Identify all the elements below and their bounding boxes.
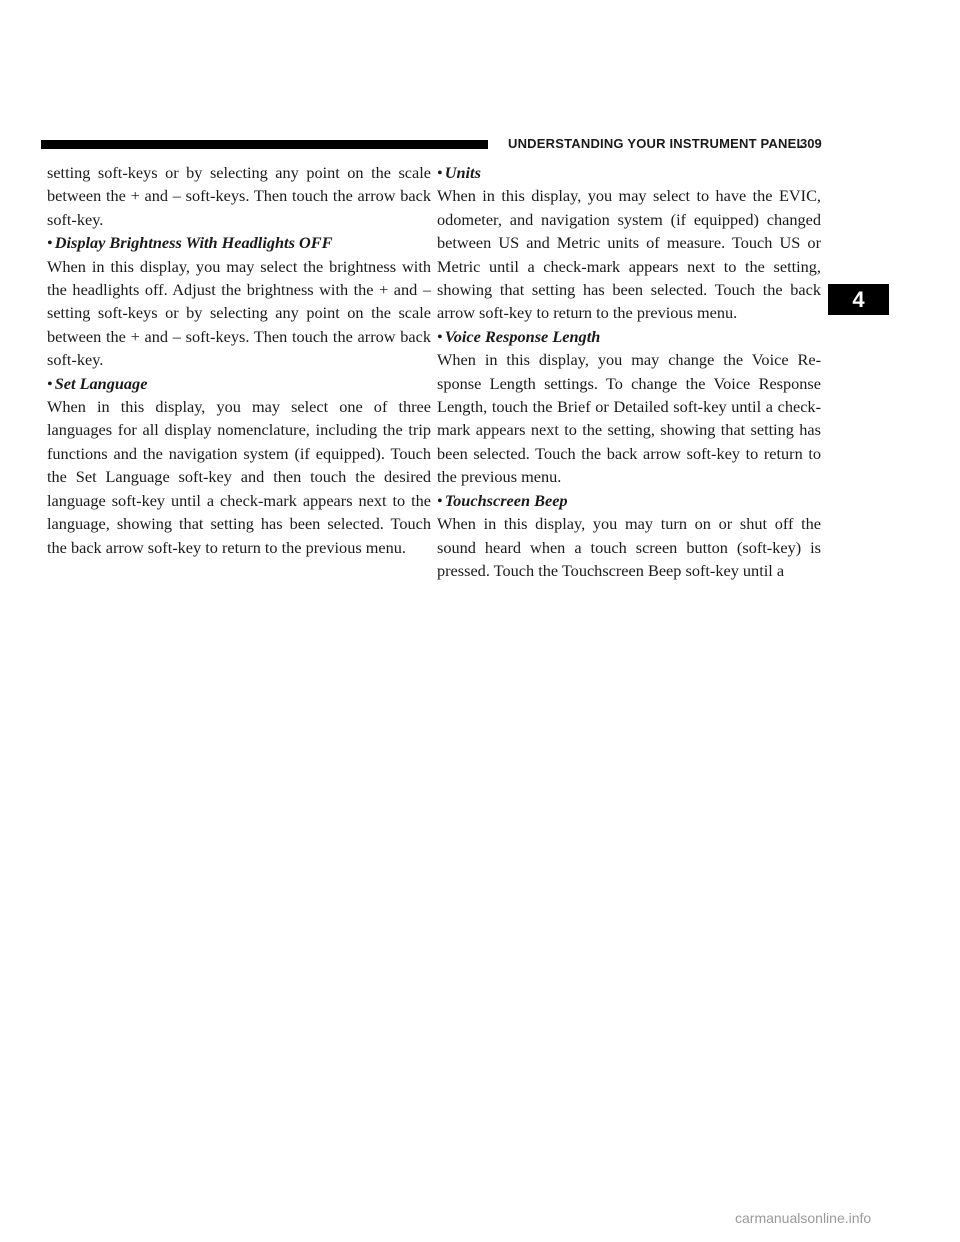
section-heading-text: Display Brightness With Headlights OFF [54, 233, 333, 253]
section-heading-text: Touchscreen Beep [444, 490, 568, 510]
section-heading [47, 372, 431, 395]
section-heading [437, 325, 821, 348]
header-rule [41, 140, 488, 149]
section-heading-text: Set Language [54, 373, 148, 393]
bullet-icon: • [47, 233, 53, 253]
bullet-icon: • [437, 326, 443, 346]
section-body: When in this display, you may turn on or shut off the sound heard when a touch screen button (soft-key) is pressed. Touch the Touchscreen Beep soft-key until a [437, 514, 821, 580]
watermark: carmanualsonline.info [735, 1210, 872, 1226]
section-body: When in this display, you may select to have the EVIC, odometer, and navigation system (if equipped) changed between US and Metric units of measure. Touch US or Metric until a check-mark appears next to the setting, showing that setting has been selected. Touch the back arrow soft-key to return to the previous menu. [437, 186, 821, 323]
bullet-icon: • [47, 373, 53, 393]
chapter-tab: 4 [828, 284, 889, 315]
section-heading [47, 231, 431, 254]
running-header-title: UNDERSTANDING YOUR INSTRUMENT PANEL [508, 136, 805, 151]
bullet-icon: • [437, 163, 443, 182]
page-number: 309 [800, 136, 822, 151]
left-column [47, 161, 431, 559]
right-column [437, 161, 821, 582]
section-body: When in this display, you may change the Voice Re-sponse Length settings. To change the Voice Response Length, touch the Brief or Detailed soft-key until a check-mark appears next to the setting, showing that setting has been selected. Touch the back arrow soft-key to return to the previous menu. [437, 350, 821, 487]
intro-paragraph: setting soft-keys or by selecting any point on the scale between the + and – soft-keys. Then touch the arrow back soft-key. [47, 163, 431, 229]
section-heading-text: Units [444, 163, 481, 182]
section-body: When in this display, you may select the brightness with the headlights off. Adjust the brightness with the + and – setting soft-keys or by selecting any point on the scale between the + and – soft-keys. Then touch the arrow back soft-key. [47, 256, 431, 370]
bullet-icon: • [437, 490, 443, 510]
section-body: When in this display, you may select one of three languages for all display nomenclature, including the trip functions and the navigation system (if equipped). Touch the Set Language soft-key and then touch the desired language soft-key until a check-mark appears next to the language, showing that setting has been selected. Touch the back arrow soft-key to return to the previous menu. [47, 397, 431, 557]
section-heading [437, 489, 821, 512]
section-heading [437, 161, 821, 184]
section-heading-text: Voice Response Length [444, 326, 601, 346]
